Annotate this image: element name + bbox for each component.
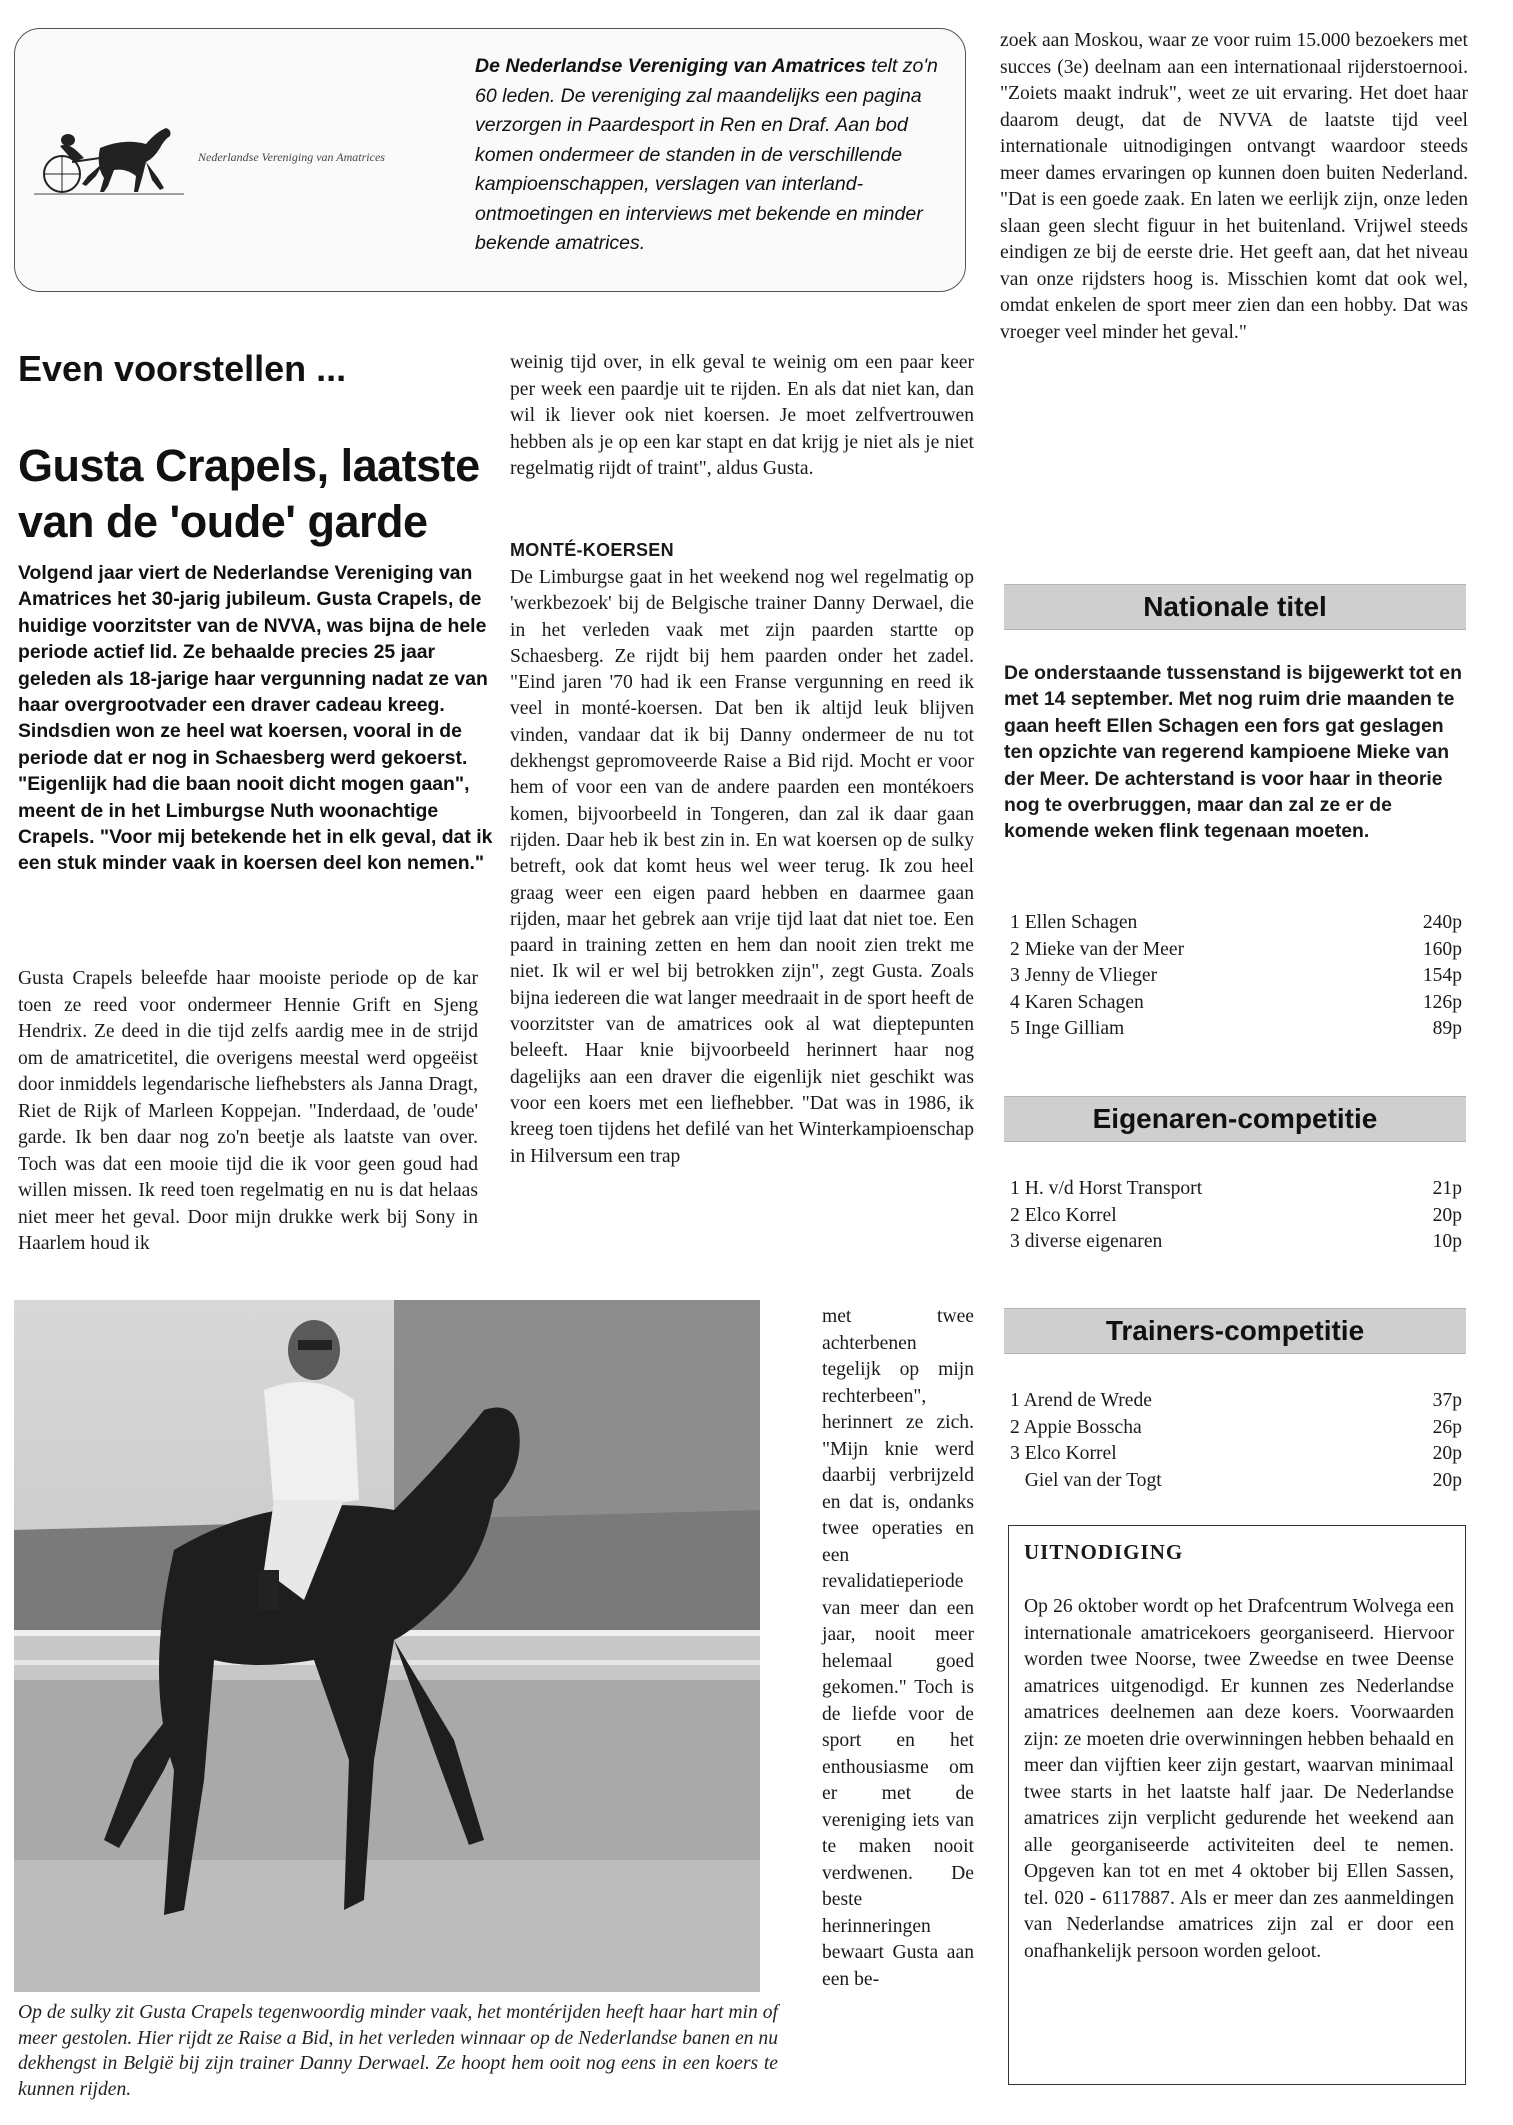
article-column-2-narrow: met twee achterbenen tegelijk op mijn rechterbeen", herinnert ze zich. "Mijn knie werd daarbij verbrijzeld en dat is, ondanks twee operaties en een revalidatieperiode van meer dan een jaar, nooit meer helemaal goed gekomen." Toch is de liefde voor de sport en het enthousiasme om er met de vereniging iets van te maken nooit verdwenen. De beste herinneringen bewaart Gusta aan een be- bbox=[822, 1306, 974, 1990]
standings-row bbox=[1010, 1388, 1462, 1415]
standings-row bbox=[1010, 1468, 1462, 1495]
article-subhead: MONTÉ-KOERSEN bbox=[510, 540, 674, 560]
standings-name: 1 Ellen Schagen bbox=[1010, 912, 1138, 933]
trainers-standings bbox=[1010, 1388, 1462, 1494]
invitation-title: UITNODIGING bbox=[1024, 1540, 1184, 1564]
standings-points: 20p bbox=[1432, 1443, 1462, 1464]
standings-points: 154p bbox=[1422, 965, 1462, 986]
standings-points: 10p bbox=[1432, 1231, 1462, 1252]
standings-name: 2 Elco Korrel bbox=[1010, 1204, 1117, 1226]
standings-points: 21p bbox=[1432, 1178, 1462, 1199]
header-intro-org: De Nederlandse Vereniging van Amatrices bbox=[475, 55, 866, 77]
standings-name: 3 Elco Korrel bbox=[1010, 1443, 1117, 1464]
trainers-competitie-heading: Trainers-competitie bbox=[1004, 1308, 1466, 1354]
standings-name: 4 Karen Schagen bbox=[1010, 991, 1144, 1013]
standings-row bbox=[1010, 1415, 1462, 1442]
standings-name: 1 Arend de Wrede bbox=[1010, 1390, 1152, 1411]
standings-name: 1 H. v/d Horst Transport bbox=[1010, 1178, 1203, 1199]
header-intro-rest: telt zo'n 60 leden. De vereniging zal maandelijks een pagina verzorgen in Paardesport in Ren en Draf. Aan bod komen ondermeer de standen in de verschillende kampioenschappen, verslagen van interland-ontmoetingen en interviews met bekende en minder bekende amatrices. bbox=[475, 55, 938, 254]
standings-row bbox=[1010, 963, 1462, 990]
nationale-standings bbox=[1010, 910, 1462, 1043]
nationale-titel-intro: De onderstaande tussenstand is bijgewerkt tot en met 14 september. Met nog ruim drie maanden te gaan heeft Ellen Schagen een fors gat geslagen ten opzichte van regerend kampioene Mieke van der Meer. De achterstand is voor haar in theorie nog te overbruggen, maar dan zal ze er de komende weken flink tegenaan moeten. bbox=[1004, 662, 1462, 843]
article-headline: Gusta Crapels, laatste van de 'oude' garde bbox=[18, 440, 480, 547]
standings-points: 20p bbox=[1432, 1469, 1462, 1491]
standings-points: 89p bbox=[1432, 1018, 1462, 1039]
logo-caption: Nederlandse Vereniging van Amatrices bbox=[198, 150, 385, 164]
horse-rider-photo bbox=[14, 1300, 760, 1992]
nationale-titel-heading: Nationale titel bbox=[1004, 584, 1466, 630]
standings-row bbox=[1010, 1176, 1462, 1203]
header-intro bbox=[475, 52, 955, 259]
standings-points: 126p bbox=[1422, 991, 1462, 1013]
article-column-2-body: De Limburgse gaat in het weekend nog wel regelmatig op 'werkbezoek' bij de Belgische trainer Danny Derwael, die in het verleden vaak met zijn paarden startte op Schaesberg. Ze rijdt bij hem paarden onder het zadel. "Eind jaren '70 had ik een Franse vergunning en reed ik veel in monté-koersen. Dat ben ik altijd leuk blijven vinden, vandaar dat ik bij Danny ondermeer de nu tot dekhengst gepromoveerde Raise a Bid rijd. Mocht er voor hem of voor een van de andere paarden een montékoers komen, bijvoorbeeld in Tongeren, dan zal ik daar gaan rijden. Daar heb ik best zin in. En wat koersen op de sulky betreft, ook dat komt heus wel weer terug. Ik zou heel graag weer een eigen paard hebben en daarmee gaan rijden, maar het gebrek aan vrije tijd laat dat niet toe. Een paard in training zetten en hem dan nooit zien trekt me niet. Ik wil er wel bij betrokken zijn", zegt Gusta. Zoals bijna iedereen die wat langer meedraait in de sport heeft de voorzitster van de amatrices ook al wat dieptepunten beleeft. Haar knie bijvoorbeeld herinnert haar nog dagelijks aan een draver die eigenlijk niet geschikt was voor een koers met een liefhebber. "Dat was in 1986, ik kreeg toen tijdens het defilé van het Winterkampioenschap in Hilversum een trap bbox=[510, 567, 974, 1167]
photo-caption: Op de sulky zit Gusta Crapels tegenwoordig minder vaak, het montérijden heeft haar hart min of meer gestolen. Hier rijdt ze Raise a Bid, in het verleden winnaar op de Nederlandse banen en nu dekhengst in België bij zijn trainer Danny Derwael. Ze hoopt hem ooit nog eens in een koers te kunnen rijden. bbox=[18, 2002, 778, 2100]
standings-name: 2 Mieke van der Meer bbox=[1010, 938, 1185, 960]
standings-points: 37p bbox=[1432, 1390, 1462, 1411]
eigenaren-competitie-heading: Eigenaren-competitie bbox=[1004, 1096, 1466, 1142]
standings-points: 160p bbox=[1422, 938, 1462, 960]
standings-points: 26p bbox=[1432, 1416, 1462, 1438]
article-column-3-top: zoek aan Moskou, waar ze voor ruim 15.000 bezoekers met succes (3e) deelnam aan een internationaal rijderstoernooi. "Zoiets maakt indruk", weet ze uit ervaring. Het doet haar daarom deugt, dat de NVVA de laatste tijd veel internationale uitnodigingen ontvangt waardoor steeds meer dames ervaringen op kunnen doen buiten Nederland. "Dat is een goede zaak. En laten we eerlijk zijn, onze leden slaan geen slecht figuur in het buitenland. Vrijwel steeds eindigen ze bij de eerste drie. Het geeft aan, dat het niveau van onze rijdsters hoog is. Misschien komt dat ook wel, omdat enkelen de sport meer zien dan een hobby. Dat was vroeger veel minder het geval." bbox=[1000, 30, 1468, 343]
article-column-2-top: weinig tijd over, in elk geval te weinig om een paar keer per week een paardje uit te rijden. En als dat niet kan, dan wil ik liever ook niet koersen. Je moet zelfvertrouwen hebben als je op een kar stapt en dat krijg je niet als je niet regelmatig rijdt of traint", aldus Gusta. bbox=[510, 352, 974, 479]
standings-row bbox=[1010, 937, 1462, 964]
standings-row bbox=[1010, 910, 1462, 937]
standings-name: 3 diverse eigenaren bbox=[1010, 1231, 1163, 1252]
invitation-body: Op 26 oktober wordt op het Drafcentrum Wolvega een internationale amatricekoers georganiseerd. Hiervoor worden twee Noorse, twee Zweedse en twee Deense amatrices uitgenodigd. Er kunnen zes Nederlandse amatrices deelnemen aan deze koers. Voorwaarden zijn: ze moeten drie overwinningen hebben behaald en meer dan vijftien keer zijn gestart, waarvan minimaal twee starts in het laatste half jaar. De Nederlandse amatrices zijn verplicht gedurende het weekend aan alle georganiseerde activiteiten deel te nemen. Opgeven kan tot en met 4 oktober bij Ellen Sassen, tel. 020 - 6117887. Als er meer dan zes aanmeldingen van Nederlandse amatrices zijn zal er door een onafhankelijk persoon worden geloot. bbox=[1024, 1596, 1454, 1962]
standings-row bbox=[1010, 990, 1462, 1017]
article-lead: Volgend jaar viert de Nederlandse Vereniging van Amatrices het 30-jarig jubileum. Gusta Crapels, de huidige voorzitster van de NVVA, was bijna de hele periode actief lid. Ze behaalde precies 25 jaar geleden als 18-jarige haar vergunning nadat ze van haar overgrootvader een draver cadeau kreeg. Sindsdien won ze heel wat koersen, vooral in de periode dat er nog in Schaesberg werd gekoerst. "Eigenlijk had die baan nooit dicht mogen gaan", meent de in het Limburgse Nuth woonachtige Crapels. "Voor mij betekende het in elk geval, dat ik een stuk minder vaak in koersen deel kon nemen." bbox=[18, 562, 493, 875]
standings-name: 5 Inge Gilliam bbox=[1010, 1018, 1125, 1039]
standings-row bbox=[1010, 1441, 1462, 1468]
standings-row bbox=[1010, 1016, 1462, 1043]
standings-row bbox=[1010, 1203, 1462, 1230]
standings-name: 2 Appie Bosscha bbox=[1010, 1416, 1142, 1438]
trotter-logo-icon bbox=[34, 118, 184, 198]
standings-points: 20p bbox=[1432, 1204, 1462, 1226]
eigenaren-standings bbox=[1010, 1176, 1462, 1256]
article-kicker: Even voorstellen ... bbox=[18, 348, 347, 389]
article-column-1-body: Gusta Crapels beleefde haar mooiste periode op de kar toen ze reed voor ondermeer Hennie Grift en Sjeng Hendrix. Ze deed in die tijd zelfs aardig mee in de strijd om de amatricetitel, die overigens meestal werd opgeëist door inmiddels legendarische liefhebsters als Janna Dragt, Riet de Rijk of Marleen Koppejan. "Inderdaad, de 'oude' garde. Ik ben daar nog zo'n beetje als laatste van over. Toch was dat een mooie tijd die ik voor geen goud had willen missen. Ik reed toen regelmatig en nu is dat helaas niet meer het geval. Door mijn drukke werk bij Sony in Haarlem houd ik bbox=[18, 968, 478, 1254]
standings-row bbox=[1010, 1229, 1462, 1256]
standings-name: Giel van der Togt bbox=[1010, 1469, 1162, 1491]
standings-points: 240p bbox=[1422, 912, 1462, 933]
standings-name: 3 Jenny de Vlieger bbox=[1010, 965, 1158, 986]
